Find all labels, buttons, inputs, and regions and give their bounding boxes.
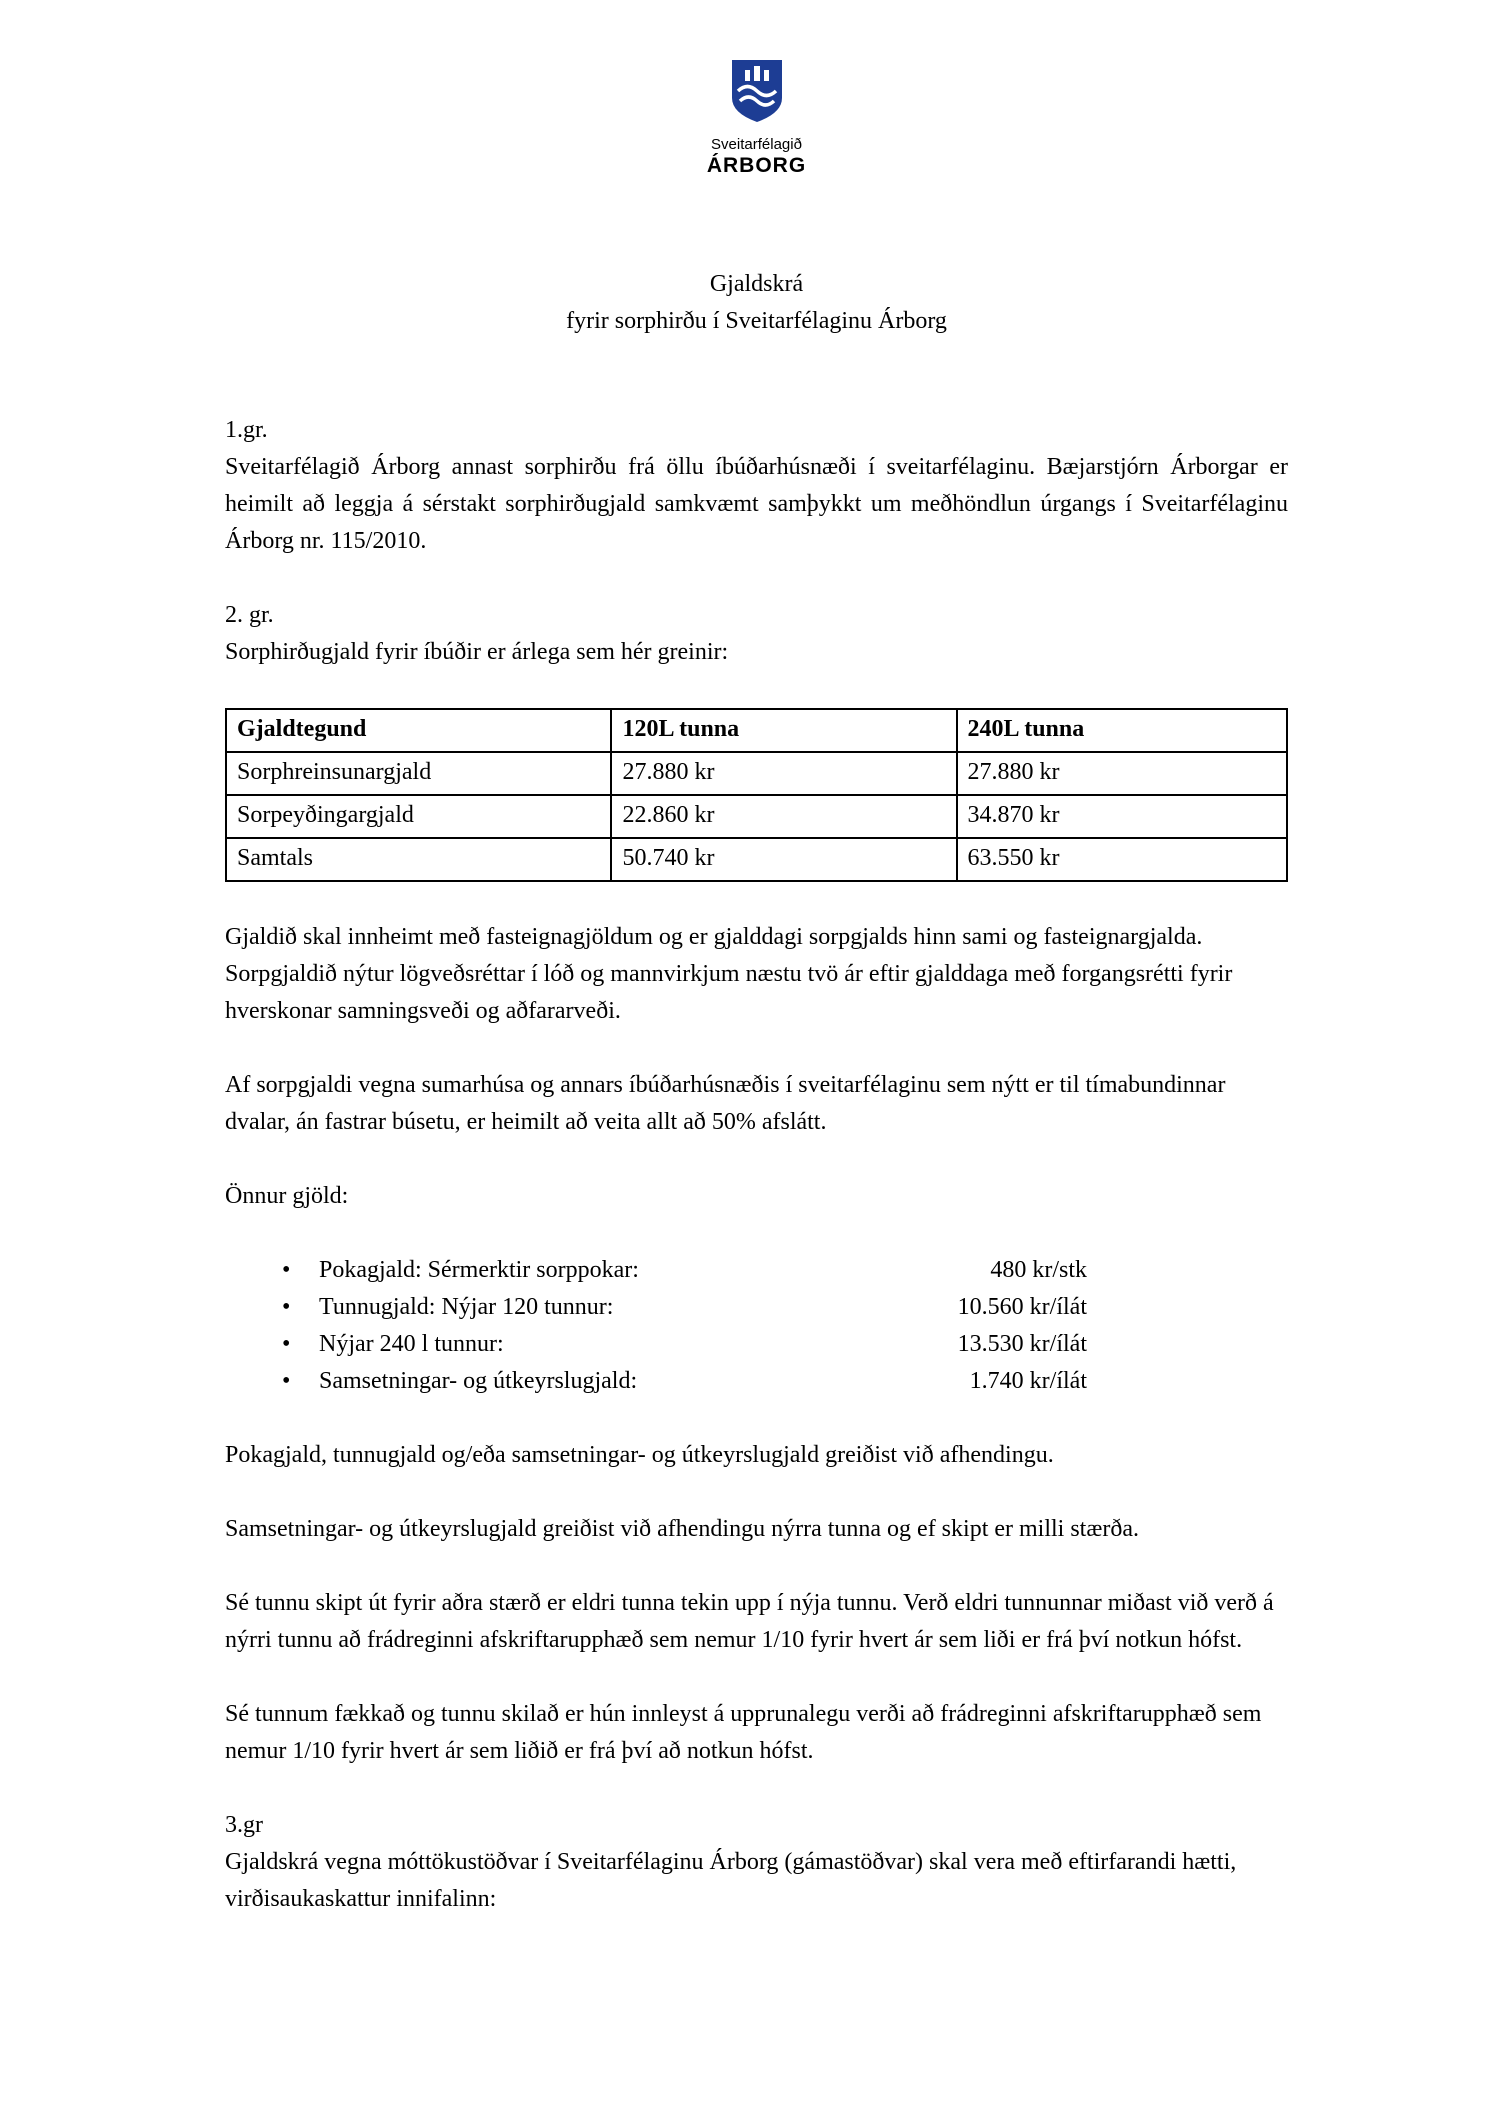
fee-value: 13.530 kr/ílát (957, 1331, 1087, 1357)
title-line-1: Gjaldskrá (709, 271, 804, 297)
fee-label: Pokagjald: Sérmerktir sorppokar: (319, 1257, 639, 1283)
logo-org-name-big: ÁRBORG (706, 154, 807, 177)
fee-table-header-cell: Gjaldtegund (226, 709, 611, 752)
table-row (226, 795, 1287, 838)
fee-table-header-cell: 240L tunna (957, 709, 1287, 752)
paragraph-discount: Af sorpgjaldi vegna sumarhúsa og annars íbúðarhúsnæðis í sveitarfélaginu sem nýtt er til tímabundinnar dvalar, án fastrar búsetu, er heimilt að veita allt að 50% afslátt. (225, 1072, 1226, 1135)
section-2-heading: 2. gr. (225, 602, 274, 628)
section-1 (225, 412, 1288, 560)
arborg-crest-icon (730, 58, 784, 136)
fee-table-cell: Samtals (226, 838, 611, 881)
fee-table-header-cell: 120L tunna (611, 709, 956, 752)
section-3 (225, 1807, 1288, 1918)
document-title (225, 266, 1288, 340)
table-row (226, 752, 1287, 795)
fee-table-cell: Sorphreinsunargjald (226, 752, 611, 795)
fee-table-cell: 34.870 kr (957, 795, 1287, 838)
section-2-intro: Sorphirðugjald fyrir íbúðir er árlega sem hér greinir: (225, 639, 729, 665)
fee-table-cell: 22.860 kr (611, 795, 956, 838)
section-3-heading: 3.gr (225, 1812, 263, 1838)
fee-table-header-row (226, 709, 1287, 752)
list-item (282, 1252, 1087, 1289)
fee-label: Tunnugjald: Nýjar 120 tunnur: (319, 1294, 614, 1320)
fee-value: 480 kr/stk (990, 1257, 1087, 1283)
other-fees-list (282, 1252, 1087, 1400)
list-item (282, 1326, 1087, 1363)
fee-table (225, 708, 1288, 882)
fee-label: Samsetningar- og útkeyrslugjald: (319, 1368, 638, 1394)
section-1-heading: 1.gr. (225, 417, 268, 443)
fee-table-cell: Sorpeyðingargjald (226, 795, 611, 838)
fee-value: 1.740 kr/ílát (969, 1368, 1087, 1394)
bullet-icon: • (282, 1368, 291, 1394)
table-row (226, 838, 1287, 881)
section-1-body: Sveitarfélagið Árborg annast sorphirðu frá öllu íbúðarhúsnæði í sveitarfélaginu. Bæjarstjórn Árborgar er heimilt að leggja á sérstakt sorphirðugjald samkvæmt samþykkt um meðhöndlun úrgangs í Sveitarfélaginu Árborg nr. 115/2010. (225, 454, 1288, 554)
bullet-icon: • (282, 1331, 291, 1357)
list-item (282, 1363, 1087, 1400)
fee-table-cell: 27.880 kr (611, 752, 956, 795)
paragraph-return: Sé tunnum fækkað og tunnu skilað er hún innleyst á upprunalegu verði að frádreginni afskriftarupphæð sem nemur 1/10 fyrir hvert ár sem liðið er frá því að notkun hófst. (225, 1701, 1262, 1764)
other-fees-label: Önnur gjöld: (225, 1183, 349, 1209)
list-item (282, 1289, 1087, 1326)
paragraph-swap: Sé tunnu skipt út fyrir aðra stærð er eldri tunna tekin upp í nýja tunnu. Verð eldri tunnunnar miðast við verð á nýrri tunnu að frádreginni afskriftarupphæð sem nemur 1/10 fyrir hvert ár sem liði er frá því notkun hófst. (225, 1590, 1274, 1653)
bullet-icon: • (282, 1257, 291, 1283)
fee-table-cell: 50.740 kr (611, 838, 956, 881)
section-3-body: Gjaldskrá vegna móttökustöðvar í Sveitarfélaginu Árborg (gámastöðvar) skal vera með eftirfarandi hætti, virðisaukaskattur innifalinn: (225, 1849, 1237, 1912)
fee-table-cell: 27.880 kr (957, 752, 1287, 795)
logo-org-name-small: Sveitarfélagið (711, 136, 802, 153)
fee-table-cell: 63.550 kr (957, 838, 1287, 881)
logo-block (225, 58, 1288, 178)
title-line-2: fyrir sorphirðu í Sveitarfélaginu Árborg (566, 308, 947, 334)
fee-label: Nýjar 240 l tunnur: (319, 1331, 504, 1357)
fee-value: 10.560 kr/ílát (957, 1294, 1087, 1320)
paragraph-assembly: Samsetningar- og útkeyrslugjald greiðist við afhendingu nýrra tunna og ef skipt er milli stærða. (225, 1516, 1140, 1542)
paragraph-delivery: Pokagjald, tunnugjald og/eða samsetningar- og útkeyrslugjald greiðist við afhendingu. (225, 1442, 1054, 1468)
bullet-icon: • (282, 1294, 291, 1320)
paragraph-collection: Gjaldið skal innheimt með fasteignagjöldum og er gjalddagi sorpgjalds hinn sami og fasteignargjalda. Sorpgjaldið nýtur lögveðsréttar í lóð og mannvirkjum næstu tvö ár eftir gjalddaga með forgangsrétti fyrir hverskonar samningsveði og aðfararveði. (225, 924, 1233, 1024)
section-2-intro-block (225, 597, 1288, 671)
